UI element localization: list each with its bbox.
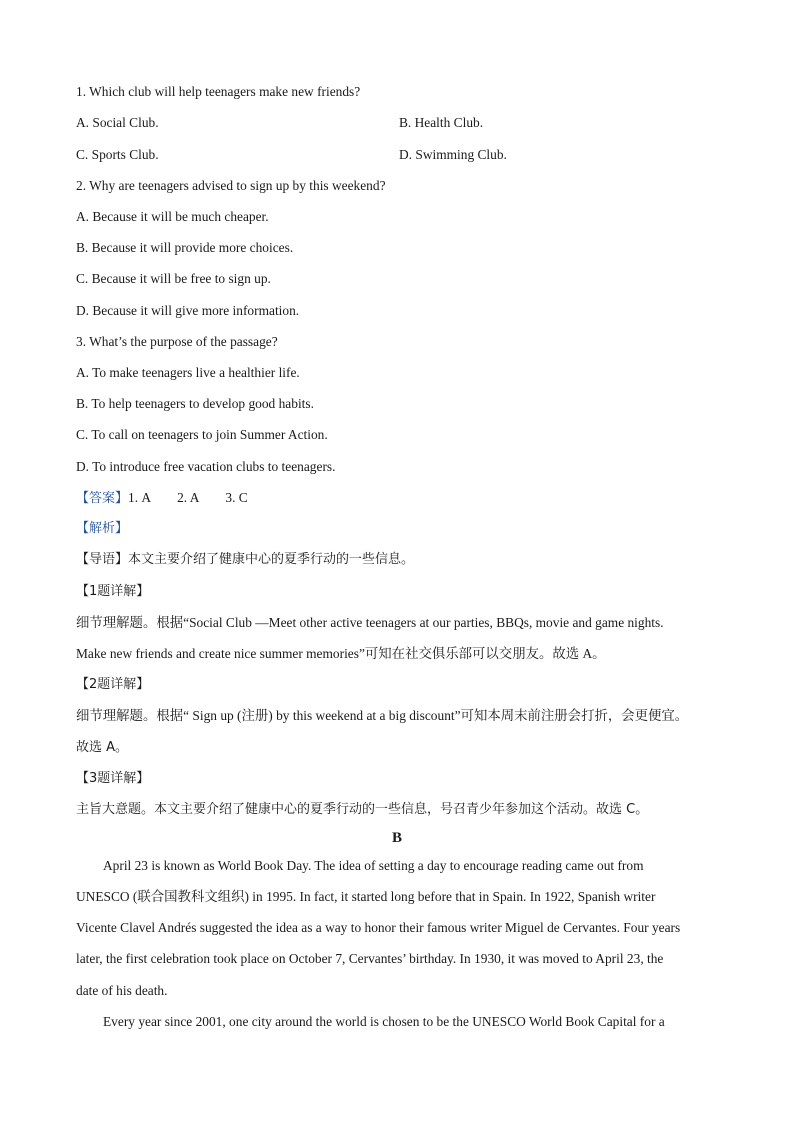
question-2-option-d: D. Because it will give more information.	[76, 303, 300, 318]
passage-b-p1-line-5: date of his death.	[76, 983, 168, 998]
passage-b-p1-line-2: UNESCO (联合国教科文组织) in 1995. In fact, it started long before that in Spain. In 1922, Spanish writer	[76, 889, 656, 904]
intro-line	[76, 552, 414, 568]
question-3-option-c: C. To call on teenagers to join Summer Action.	[76, 427, 328, 442]
question-2-stem: 2. Why are teenagers advised to sign up by this weekend?	[76, 178, 386, 193]
question-3-option-a: A. To make teenagers live a healthier life.	[76, 365, 300, 380]
detail-3-line-1: 主旨大意题。本文主要介绍了健康中心的夏季行动的一些信息，号召青少年参加这个活动。故选 C。	[76, 802, 649, 817]
detail-1-line-2: Make new friends and create nice summer memories”可知在社交俱乐部可以交朋友。故选 A。	[76, 646, 606, 661]
question-3-option-d: D. To introduce free vacation clubs to teenagers.	[76, 459, 336, 474]
intro-label: 【导语】	[76, 552, 129, 567]
passage-b-p1-line-1: April 23 is known as World Book Day. The idea of setting a day to encourage reading came out from	[103, 858, 644, 873]
question-1-stem: 1. Which club will help teenagers make new friends?	[76, 84, 361, 99]
answer-item-2: 2. A	[177, 490, 200, 505]
question-1-option-a: A. Social Club.	[76, 115, 159, 130]
question-1-option-c: C. Sports Club.	[76, 147, 159, 162]
detail-1-label: 【1题详解】	[76, 584, 150, 599]
detail-2-label: 【2题详解】	[76, 677, 150, 692]
answer-item-1: 1. A	[128, 490, 152, 505]
passage-b-p1-line-4: later, the first celebration took place on October 7, Cervantes’ birthday. In 1930, it was moved to April 23, the	[76, 951, 664, 966]
question-1-option-d: D. Swimming Club.	[399, 147, 507, 162]
question-2-option-c: C. Because it will be free to sign up.	[76, 271, 271, 286]
question-1-option-b: B. Health Club.	[399, 115, 484, 130]
detail-1-line-1: 细节理解题。根据“Social Club —Meet other active teenagers at our parties, BBQs, movie and game nights.	[76, 615, 664, 630]
detail-2-line-2: 故选 A。	[76, 740, 129, 755]
detail-3-label: 【3题详解】	[76, 771, 150, 786]
passage-b-p2-line-1: Every year since 2001, one city around the world is chosen to be the UNESCO World Book Capital for a	[103, 1014, 665, 1029]
intro-text: 本文主要介绍了健康中心的夏季行动的一些信息。	[128, 552, 415, 567]
answer-label: 【答案】	[76, 491, 129, 506]
answer-line	[76, 490, 248, 507]
passage-b-p1-line-3: Vicente Clavel Andrés suggested the idea as a way to honor their famous writer Miguel de Cervantes. Four years	[76, 920, 681, 935]
question-3-stem: 3. What’s the purpose of the passage?	[76, 334, 278, 349]
question-3-option-b: B. To help teenagers to develop good habits.	[76, 396, 314, 411]
question-2-option-a: A. Because it will be much cheaper.	[76, 209, 269, 224]
passage-b-heading: B	[391, 830, 402, 846]
detail-2-line-1: 细节理解题。根据“ Sign up (注册) by this weekend at a big discount”可知本周末前注册会打折，会更便宜。	[76, 708, 689, 723]
question-2-option-b: B. Because it will provide more choices.	[76, 240, 294, 255]
analysis-label: 【解析】	[76, 521, 129, 536]
answer-item-3: 3. C	[225, 490, 248, 505]
